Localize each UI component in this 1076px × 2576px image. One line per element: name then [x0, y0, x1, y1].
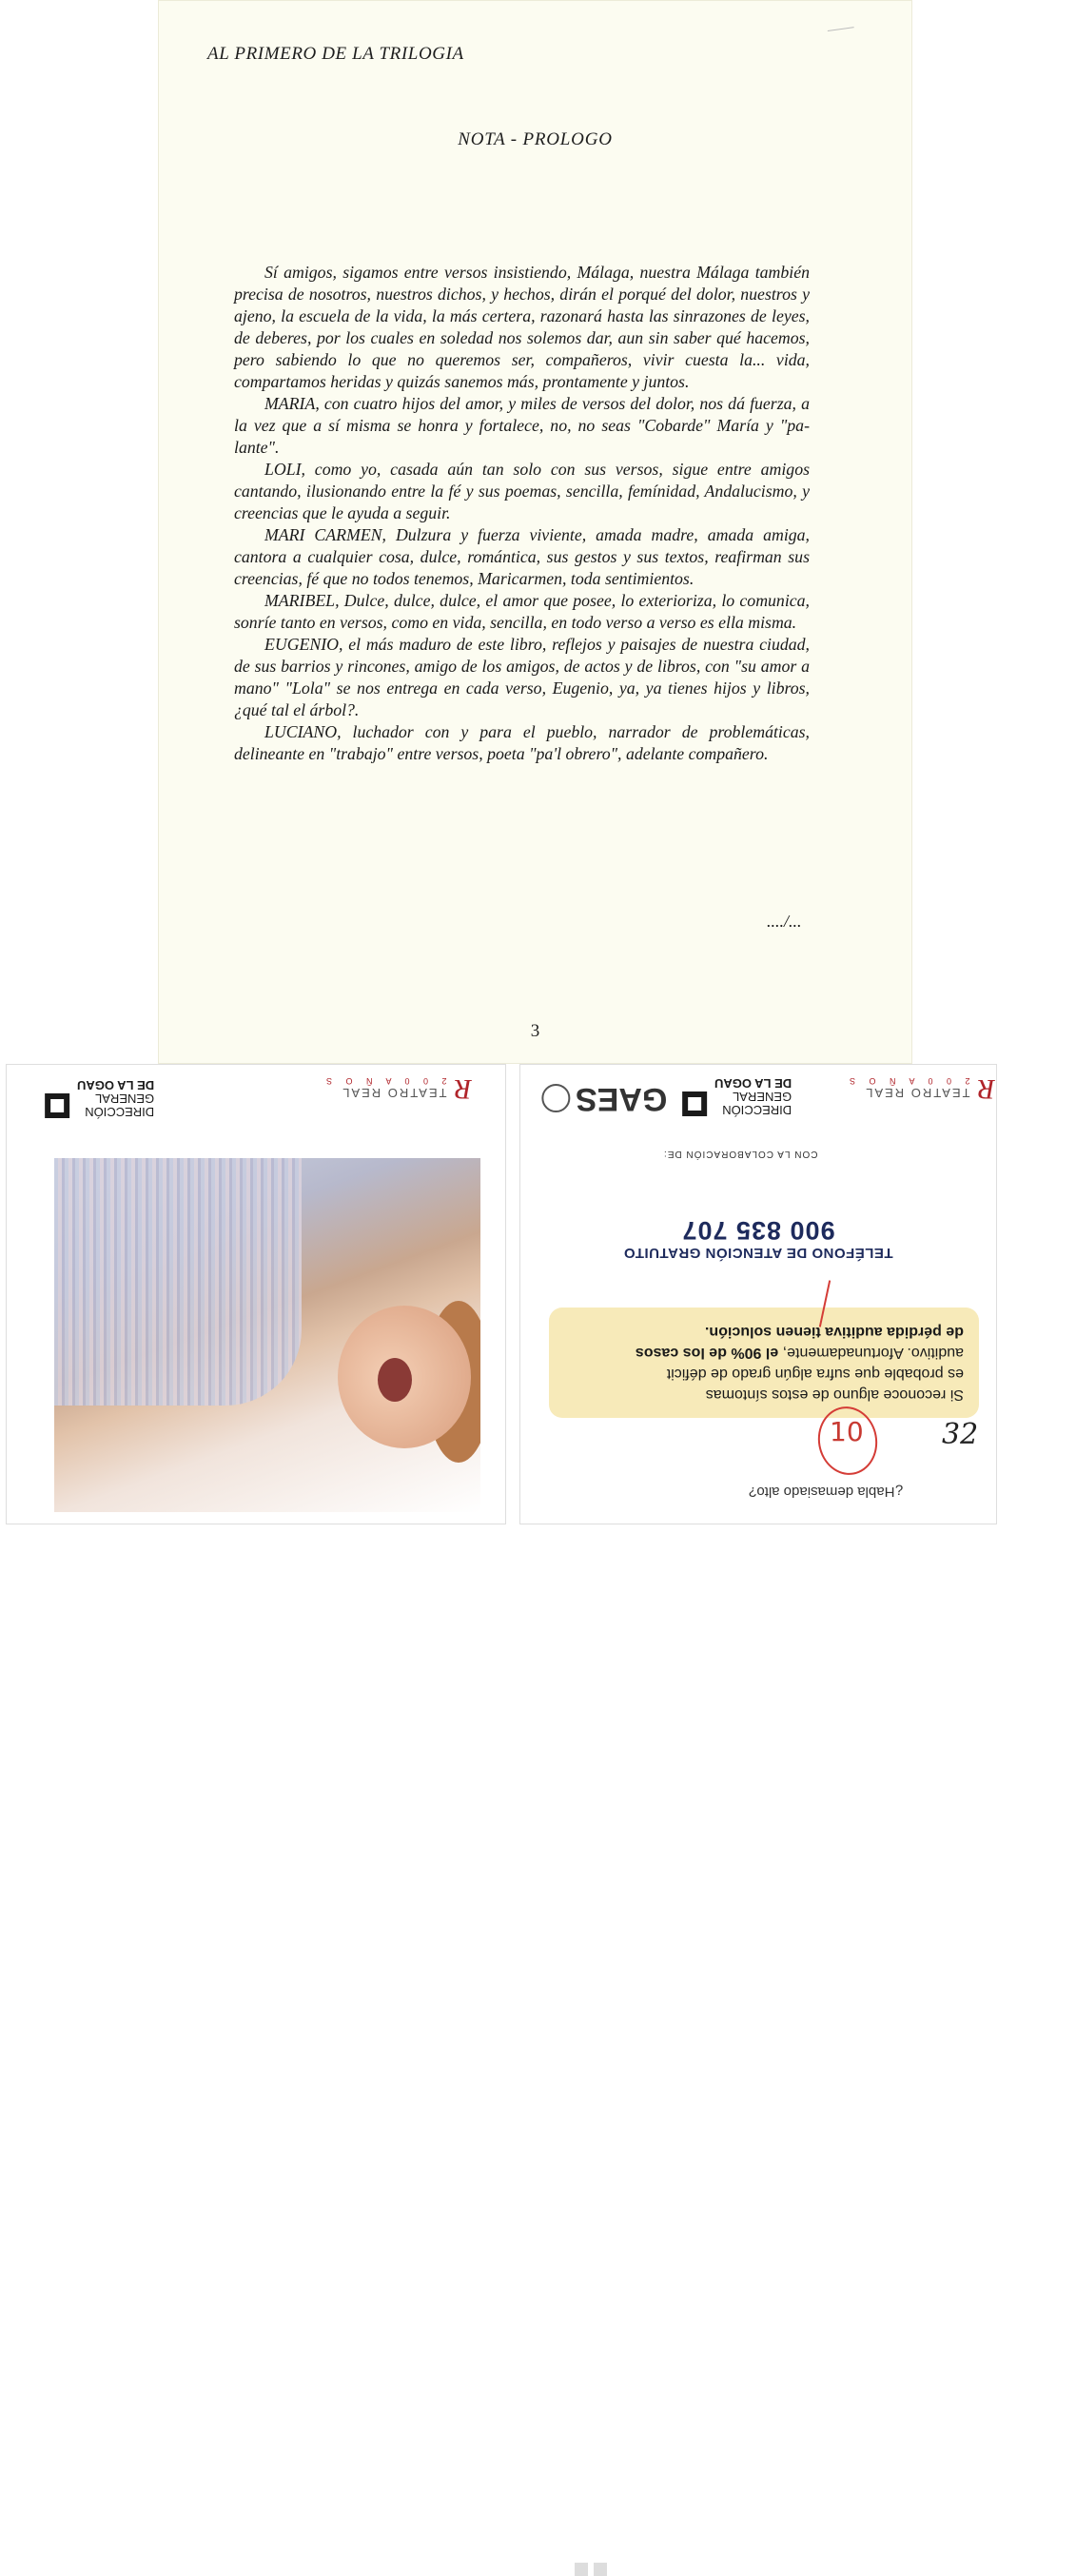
- handwritten-mark: 10: [830, 1416, 864, 1447]
- phone-block: [568, 1215, 949, 1261]
- dg-line1: DIRECCIÓN: [722, 1103, 792, 1117]
- paragraph-eugenio: EUGENIO, el más maduro de este libro, reflejos y paisajes de nuestra ciudad, de sus barrios y rincones, amigo de los amigos, de actos y de libros, con "su amor a mano" "Lola" se nos entrega en cada verso, Eugenio, ya, ya tienes hijos y libros, ¿qué tal el árbol?.: [234, 635, 810, 719]
- document-page: [158, 0, 912, 1064]
- anos-label: 2 0 0 A Ñ O S: [321, 1076, 447, 1087]
- dg-square-icon: [45, 1093, 69, 1118]
- paragraph-maribel: MARIBEL, Dulce, dulce, dulce, el amor que posee, lo exterioriza, lo comunica, sonríe tanto en versos, como en vida, sencilla, en todo verso a verso es ella misma.: [234, 591, 810, 632]
- right-teatro-logo: [844, 1074, 995, 1103]
- brochure-right-flap: [519, 1064, 997, 1524]
- dg-square-icon: [682, 1091, 707, 1116]
- striped-shirt: [54, 1158, 302, 1406]
- teatro-real-icon: R: [975, 1073, 995, 1105]
- child-photo: [54, 1158, 480, 1512]
- info-line4: de pérdida auditiva tienen solución.: [704, 1324, 964, 1340]
- collaboration-label: CON LA COLABORACIÓN DE:: [663, 1149, 818, 1159]
- dg-line2: GENERAL: [95, 1091, 155, 1106]
- anos-label: 2 0 0 A Ñ O S: [844, 1076, 970, 1087]
- paragraph-maria: MARIA, con cuatro hijos del amor, y miles de versos del dolor, nos dá fuerza, a la vez que a sí misma se honra y fortalece, no, no seas "Cobarde" María y "pa-lante".: [234, 394, 810, 457]
- info-line1: Si reconoce alguno de estos síntomas: [705, 1386, 964, 1403]
- page-number: 3: [530, 1021, 540, 1041]
- page-title: NOTA - PROLOGO: [458, 129, 613, 149]
- question-text: ¿Habla demasiado alto?: [749, 1484, 904, 1500]
- brochure-left-flap: [6, 1064, 506, 1524]
- dg-line3: DE LA OGAU: [714, 1076, 792, 1091]
- gaes-label: GAES: [576, 1081, 668, 1117]
- gray-blocks: [575, 2563, 607, 2576]
- paragraph-intro: Sí amigos, sigamos entre versos insistiendo, Málaga, nuestra Málaga también precisa de nosotros, nuestros dichos, y hechos, dirán el porqué del dolor, nuestros y ajeno, la escuela de la vida, la más certera, razonará hasta las sinrazones de leyes, de deberes, por los cuales en soledad nos solemos dar, aun sin saber qué hacemos, pero sabiendo lo que no queremos ser, compañeros, vivir cuesta la... vida, compartamos heridas y quizás sanemos más, prontamente y juntos.: [234, 263, 810, 391]
- hearing-brochure: [0, 1064, 1076, 1523]
- info-line3: auditivo. Afortunadamente, el 90% de los casos: [635, 1345, 964, 1361]
- left-teatro-logo: [321, 1074, 472, 1103]
- dg-line2: GENERAL: [733, 1090, 792, 1104]
- paragraph-mari-carmen: MARI CARMEN, Dulzura y fuerza viviente, amada madre, amada amiga, cantora a cualquier cosa, dulce, romántica, sus gestos y sus textos, reafirman sus creencias, fé que no todos tenemos, Maricarmen, toda sentimientos.: [234, 525, 810, 588]
- gaes-swirl-icon: [541, 1085, 570, 1113]
- teatro-real-icon: R: [452, 1073, 472, 1105]
- child-mouth: [378, 1358, 412, 1402]
- handwritten-page-number: 32: [942, 1418, 979, 1451]
- continuation-mark: ..../...: [767, 912, 802, 931]
- teatro-label: TEATRO REAL: [341, 1086, 447, 1101]
- gaes-logo: [541, 1080, 667, 1117]
- paragraph-loli: LOLI, como yo, casada aún tan solo con sus versos, sigue entre amigos cantando, ilusionando entre la fé y sus poemas, sencilla, femínidad, Andalucismo, y creencias que le ayuda a seguir.: [234, 460, 810, 522]
- prologue-body: [234, 262, 810, 765]
- phone-label: TELÉFONO DE ATENCIÓN GRATUITO: [623, 1245, 893, 1261]
- pencil-mark: [828, 27, 856, 49]
- phone-number: 900 835 707: [681, 1216, 835, 1245]
- info-box: [549, 1308, 979, 1418]
- right-dg-logo: [682, 1076, 792, 1116]
- info-line2: es probable que sufra algún grado de déficit: [666, 1366, 964, 1382]
- dg-line3: DE LA OGAU: [77, 1078, 155, 1092]
- teatro-label: TEATRO REAL: [864, 1086, 970, 1101]
- paragraph-luciano: LUCIANO, luchador con y para el pueblo, narrador de problemáticas, delineante en "trabajo" entre versos, poeta "pa'l obrero", adelante compañero.: [234, 722, 810, 763]
- left-dg-logo: [45, 1078, 154, 1118]
- trilogy-header: AL PRIMERO DE LA TRILOGIA: [207, 44, 464, 64]
- dg-line1: DIRECCIÓN: [85, 1105, 155, 1119]
